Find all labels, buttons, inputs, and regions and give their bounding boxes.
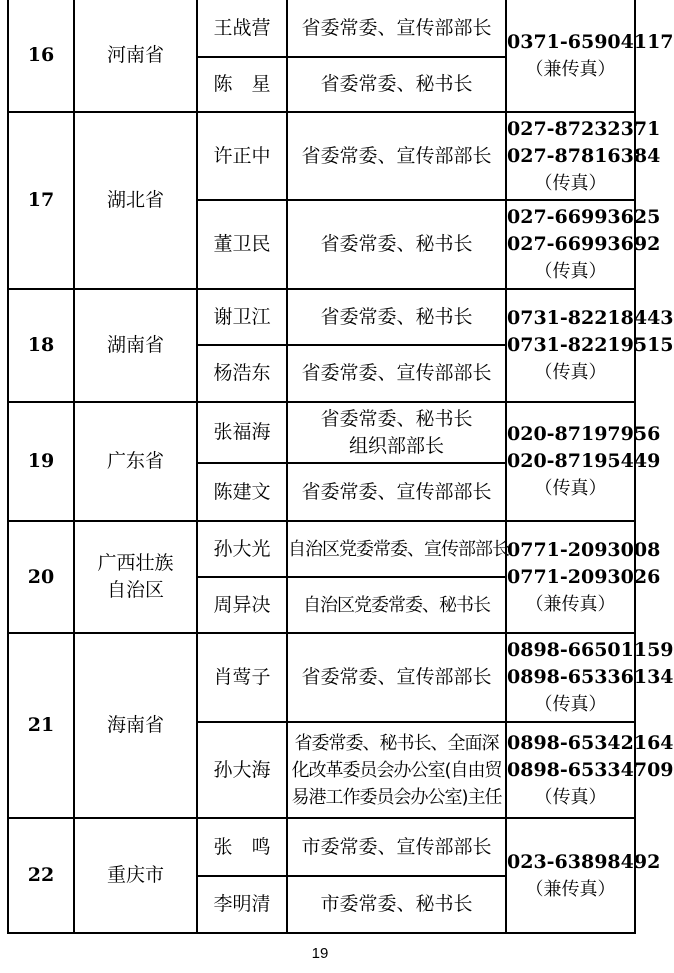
- page-number: 19: [311, 945, 329, 962]
- table-row: [8, 112, 635, 200]
- row-number: 20: [8, 521, 74, 633]
- person-name: 周异决: [197, 577, 287, 633]
- person-name: 谢卫江: [197, 289, 287, 345]
- phone-cell: 023-63898492 （兼传真）: [506, 818, 635, 933]
- person-name: 孙大海: [197, 722, 287, 818]
- row-number: 22: [8, 818, 74, 933]
- person-title: 省委常委、宣传部部长: [287, 345, 506, 402]
- person-name: 孙大光: [197, 521, 287, 577]
- table-row: [8, 0, 635, 57]
- province-cell: 湖南省: [74, 289, 197, 402]
- table-row: [8, 633, 635, 722]
- phone-cell: 020-87197956 020-87195449 （传真）: [506, 402, 635, 521]
- province-cell: 广东省: [74, 402, 197, 521]
- person-title: 省委常委、秘书长: [287, 289, 506, 345]
- province-cell: 重庆市: [74, 818, 197, 933]
- row-number: 19: [8, 402, 74, 521]
- row-number: 16: [8, 0, 74, 112]
- person-name: 陈 星: [197, 57, 287, 112]
- person-name: 肖莺子: [197, 633, 287, 722]
- person-title: 省委常委、秘书长: [287, 57, 506, 112]
- province-cell: 河南省: [74, 0, 197, 112]
- province-cell: 海南省: [74, 633, 197, 818]
- person-name: 李明清: [197, 876, 287, 933]
- person-title: 省委常委、宣传部部长: [287, 463, 506, 521]
- person-name: 董卫民: [197, 200, 287, 289]
- province-cell: 湖北省: [74, 112, 197, 289]
- row-number: 17: [8, 112, 74, 289]
- contacts-table: [7, 0, 674, 934]
- person-title: 省委常委、秘书长 组织部部长: [287, 402, 506, 463]
- person-name: 张福海: [197, 402, 287, 463]
- person-name: 许正中: [197, 112, 287, 200]
- person-name: 张 鸣: [197, 818, 287, 876]
- person-name: 陈建文: [197, 463, 287, 521]
- phone-cell: 0371-65904117 （兼传真）: [506, 0, 635, 112]
- person-title: 省委常委、宣传部部长: [287, 112, 506, 200]
- phone-cell: 0731-82218443 0731-82219515 （传真）: [506, 289, 635, 402]
- phone-cell: 027-66993625 027-66993692 （传真）: [506, 200, 635, 289]
- phone-cell: 0771-2093008 0771-2093026 （兼传真）: [506, 521, 635, 633]
- table-row: [8, 289, 635, 345]
- phone-cell: 0898-65342164 0898-65334709 （传真）: [506, 722, 635, 818]
- province-cell: 广西壮族 自治区: [74, 521, 197, 633]
- person-title: 市委常委、宣传部部长: [287, 818, 506, 876]
- phone-cell: 027-87232371 027-87816384 （传真）: [506, 112, 635, 200]
- row-number: 21: [8, 633, 74, 818]
- person-name: 王战营: [197, 0, 287, 57]
- table-row: [8, 402, 635, 463]
- person-title: 省委常委、宣传部部长: [287, 0, 506, 57]
- person-title: 市委常委、秘书长: [287, 876, 506, 933]
- row-number: 18: [8, 289, 74, 402]
- table-row: [8, 818, 635, 876]
- phone-cell: 0898-66501159 0898-65336134 （传真）: [506, 633, 635, 722]
- person-title: 省委常委、宣传部部长: [287, 633, 506, 722]
- person-title: 自治区党委常委、秘书长: [287, 577, 506, 633]
- person-title: 省委常委、秘书长: [287, 200, 506, 289]
- table-row: [8, 521, 635, 577]
- person-title: 省委常委、秘书长、全面深 化改革委员会办公室(自由贸 易港工作委员会办公室)主任: [287, 722, 506, 818]
- person-title: 自治区党委常委、宣传部部长: [287, 521, 506, 577]
- person-name: 杨浩东: [197, 345, 287, 402]
